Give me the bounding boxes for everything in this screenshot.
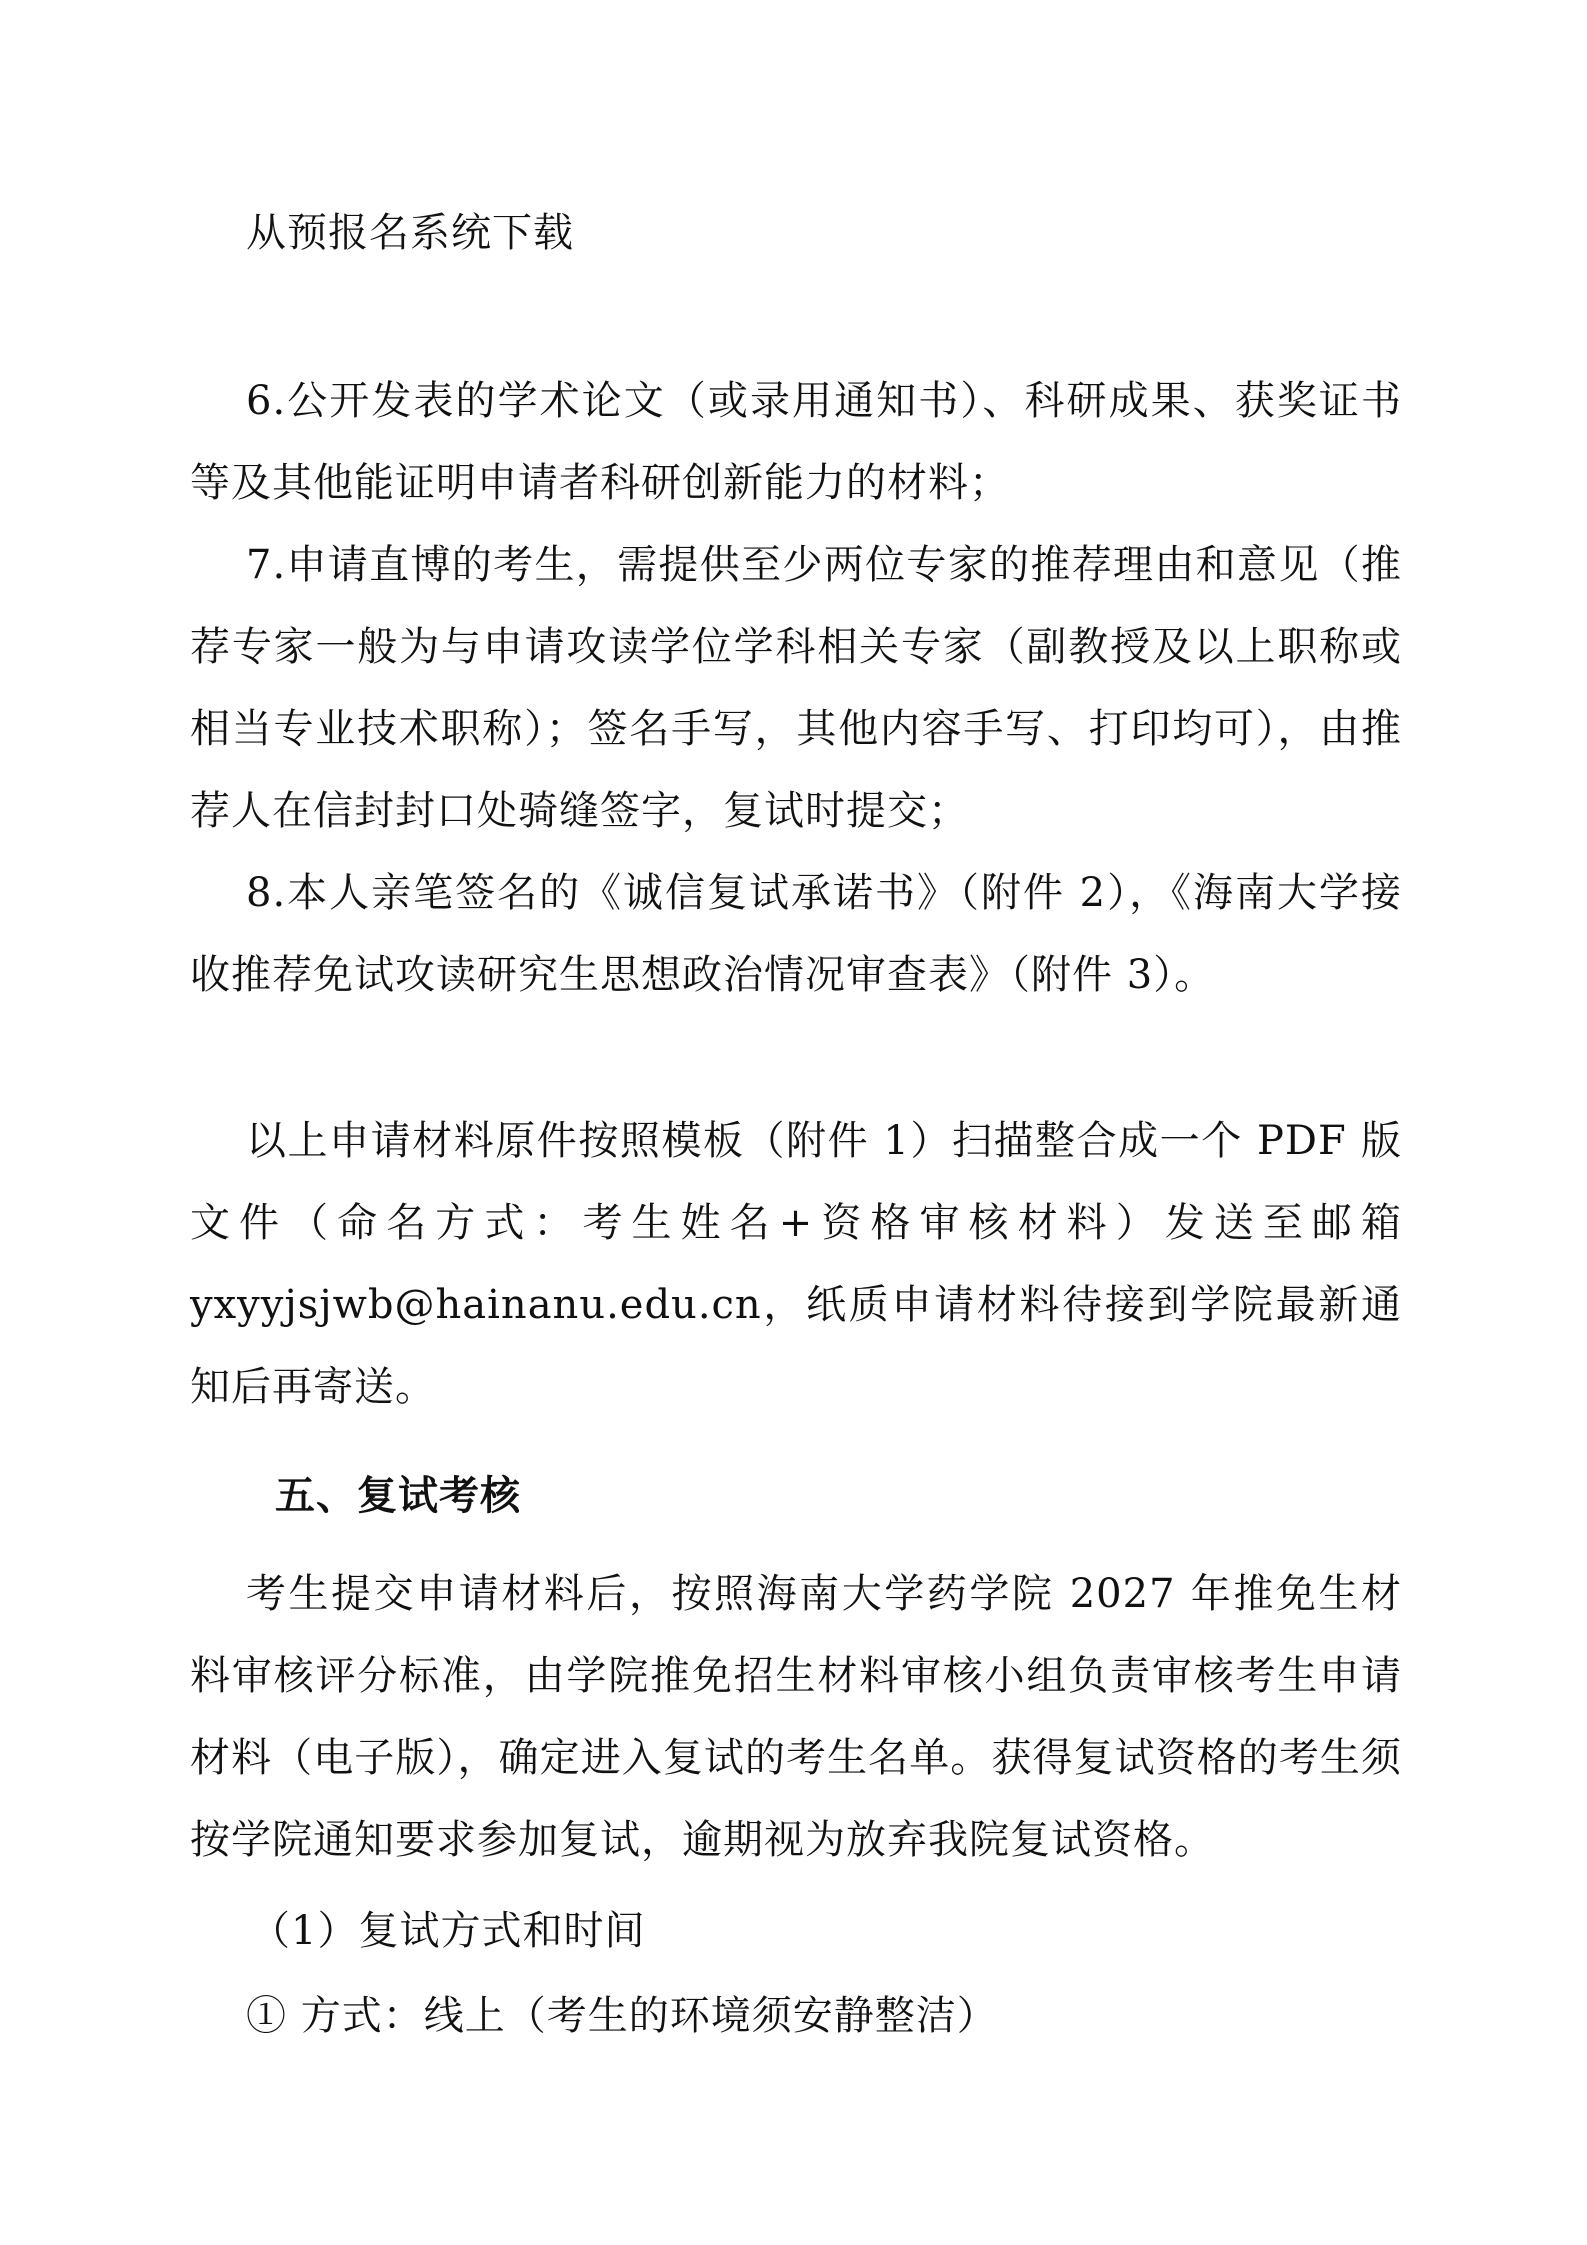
subsection-heading-1: （1）复试方式和时间 [250,1908,646,1954]
section-heading-5: 五、复试考核 [275,1473,521,1519]
paragraph-item-6: 6.公开发表的学术论文（或录用通知书）、科研成果、获奖证书等及其他能证明申请者科研创新能力的材料； [190,378,1402,506]
paragraph-download: 从预报名系统下载 [246,210,574,256]
subsection-item-method: ① 方式：线上（考生的环境须安静整洁） [246,1993,998,2039]
paragraph-item-8: 8.本人亲笔签名的《诚信复试承诺书》（附件 2），《海南大学接收推荐免试攻读研究生思想政治情况审查表》（附件 3）。 [190,870,1402,998]
paragraph-review: 考生提交申请材料后，按照海南大学药学院 2027 年推免生材料审核评分标准，由学院推免招生材料审核小组负责审核考生申请材料（电子版），确定进入复试的考生名单。获得复试资格的考生须按学院通知要求参加复试，逾期视为放弃我院复试资格。 [190,1571,1402,1863]
paragraph-item-7: 7.申请直博的考生，需提供至少两位专家的推荐理由和意见（推荐专家一般为与申请攻读学位学科相关专家（副教授及以上职称或相当专业技术职称）；签名手写，其他内容手写、打印均可），由推荐人在信封封口处骑缝签字，复试时提交； [190,542,1402,834]
paragraph-submission: 以上申请材料原件按照模板（附件 1）扫描整合成一个 PDF 版文件（命名方式：考生姓名+资格审核材料）发送至邮箱yxyyjsjwb@hainanu.edu.cn，纸质申请材料待接到学院最新通知后再寄送。 [190,1118,1402,1410]
